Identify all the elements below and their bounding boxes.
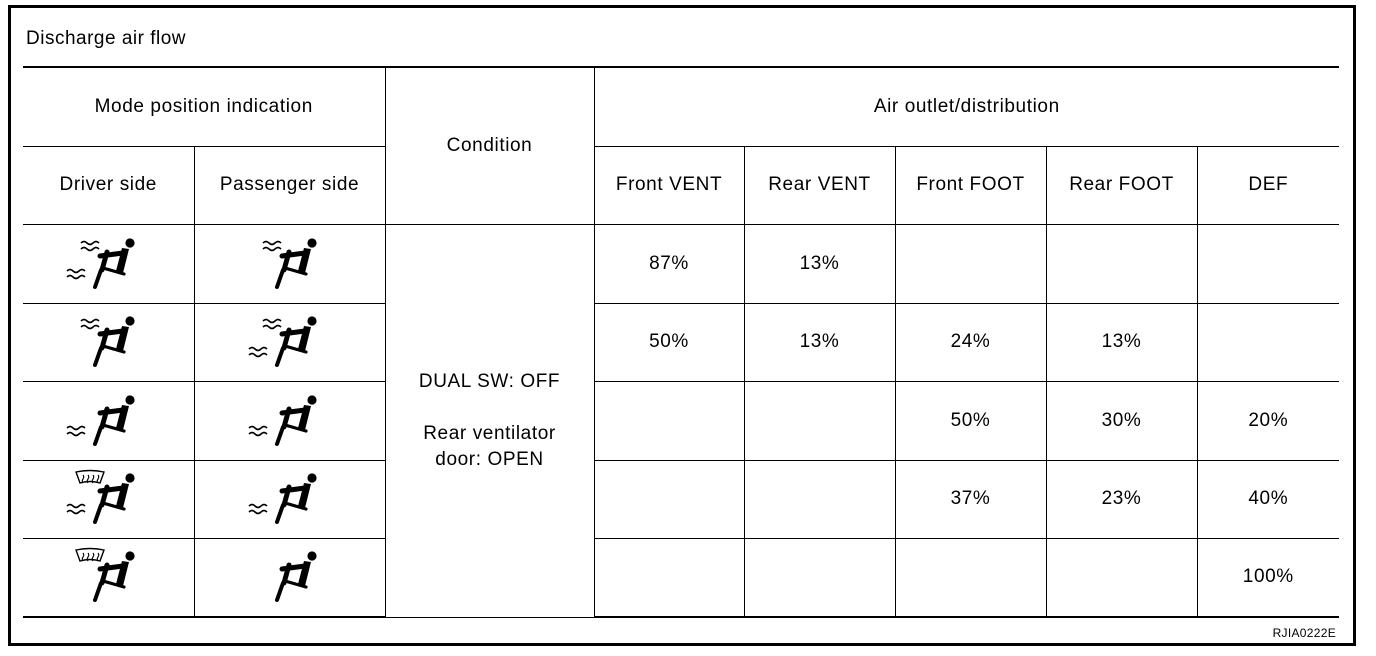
header-front-vent: Front VENT bbox=[594, 146, 744, 224]
rear-vent-value bbox=[744, 460, 895, 538]
rear-vent-value bbox=[744, 538, 895, 617]
driver-mode-cell bbox=[23, 460, 194, 538]
rear-foot-value: 23% bbox=[1046, 460, 1197, 538]
condition-dual-sw: DUAL SW: OFF bbox=[418, 370, 561, 392]
condition-rear-ventilator: Rear ventilator bbox=[423, 422, 556, 444]
def-value bbox=[1197, 303, 1339, 381]
header-rear-foot: Rear FOOT bbox=[1046, 146, 1197, 224]
def-value bbox=[1197, 224, 1339, 303]
page-title: Discharge air flow bbox=[26, 28, 186, 49]
front-foot-value: 37% bbox=[895, 460, 1046, 538]
foot-mode-icon bbox=[245, 469, 335, 529]
header-def: DEF bbox=[1197, 146, 1339, 224]
table-row bbox=[23, 460, 1339, 538]
header-rear-vent: Rear VENT bbox=[744, 146, 895, 224]
front-vent-value: 87% bbox=[594, 224, 744, 303]
condition-cell bbox=[385, 224, 594, 617]
driver-mode-cell bbox=[23, 303, 194, 381]
rear-foot-value: 13% bbox=[1046, 303, 1197, 381]
front-vent-value bbox=[594, 460, 744, 538]
figure-code: RJIA0222E bbox=[1272, 626, 1336, 640]
rear-vent-value bbox=[744, 381, 895, 460]
rear-foot-value bbox=[1046, 224, 1197, 303]
rear-vent-value: 13% bbox=[744, 303, 895, 381]
rear-vent-value: 13% bbox=[744, 224, 895, 303]
def-value: 100% bbox=[1197, 538, 1339, 617]
passenger-mode-cell bbox=[194, 224, 385, 303]
front-foot-value bbox=[895, 224, 1046, 303]
header-driver-side: Driver side bbox=[23, 146, 194, 224]
driver-mode-cell bbox=[23, 538, 194, 617]
header-front-foot: Front FOOT bbox=[895, 146, 1046, 224]
header-air-outlet: Air outlet/distribution bbox=[594, 67, 1339, 146]
driver-mode-cell bbox=[23, 224, 194, 303]
def-value: 40% bbox=[1197, 460, 1339, 538]
front-vent-value bbox=[594, 381, 744, 460]
def-mode-icon bbox=[63, 547, 153, 607]
table-row bbox=[23, 381, 1339, 460]
discharge-air-flow-table bbox=[23, 66, 1339, 618]
table-row bbox=[23, 538, 1339, 617]
front-foot-value: 50% bbox=[895, 381, 1046, 460]
front-vent-value: 50% bbox=[594, 303, 744, 381]
seat-only-icon bbox=[245, 547, 335, 607]
bi-level-mode-icon bbox=[245, 312, 335, 372]
header-condition: Condition bbox=[385, 67, 594, 224]
table-row bbox=[23, 303, 1339, 381]
front-foot-value: 24% bbox=[895, 303, 1046, 381]
def-value: 20% bbox=[1197, 381, 1339, 460]
condition-door-open: door: OPEN bbox=[435, 448, 544, 470]
passenger-mode-cell bbox=[194, 303, 385, 381]
header-passenger-side: Passenger side bbox=[194, 146, 385, 224]
front-vent-value bbox=[594, 538, 744, 617]
foot-def-mode-icon bbox=[63, 469, 153, 529]
header-mode-position: Mode position indication bbox=[23, 67, 385, 146]
table-row bbox=[23, 224, 1339, 303]
vent-mode-icon bbox=[245, 234, 335, 294]
rear-foot-value: 30% bbox=[1046, 381, 1197, 460]
vent-mode-icon bbox=[63, 234, 153, 294]
driver-mode-cell bbox=[23, 381, 194, 460]
foot-mode-icon bbox=[63, 391, 153, 451]
front-foot-value bbox=[895, 538, 1046, 617]
rear-foot-value bbox=[1046, 538, 1197, 617]
foot-mode-icon bbox=[245, 391, 335, 451]
bi-level-mode-icon bbox=[63, 312, 153, 372]
passenger-mode-cell bbox=[194, 460, 385, 538]
passenger-mode-cell bbox=[194, 538, 385, 617]
passenger-mode-cell bbox=[194, 381, 385, 460]
